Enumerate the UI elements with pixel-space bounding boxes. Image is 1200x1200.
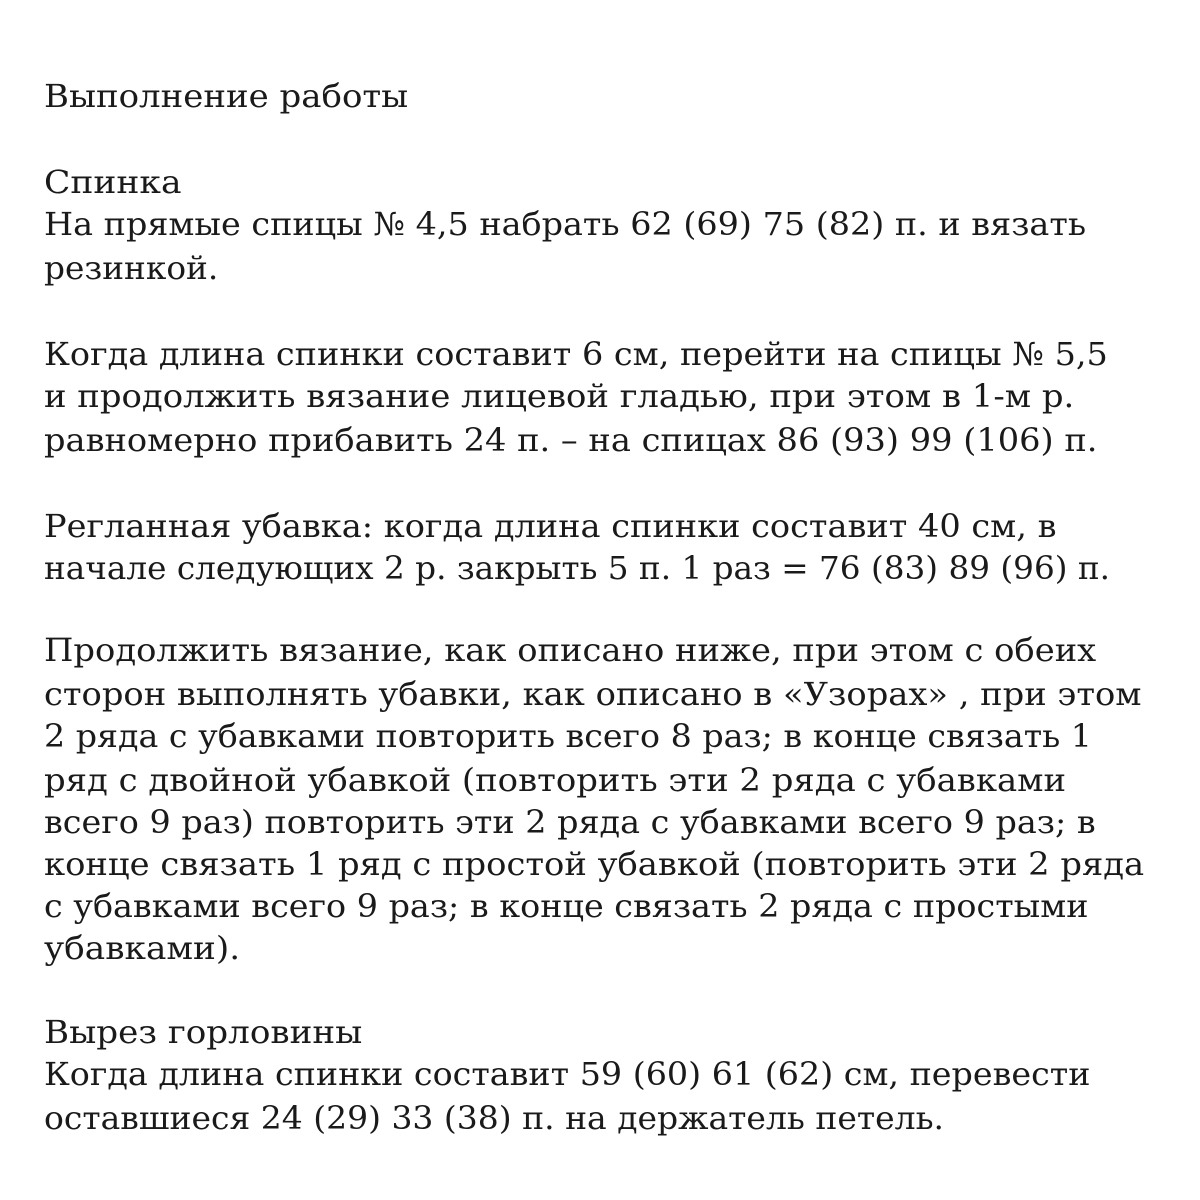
section-heading-back: Спинка xyxy=(44,163,182,201)
paragraph-line: ряд с двойной убавкой (повторить эти 2 ряда с убавками xyxy=(44,761,1067,799)
paragraph-line: 2 ряда с убавками повторить всего 8 раз; в конце связать 1 xyxy=(44,717,1092,755)
paragraph-line: Когда длина спинки составит 59 (60) 61 (62) см, перевести xyxy=(44,1055,1091,1093)
paragraph-line: с убавками всего 9 раз; в конце связать 2 ряда с простыми xyxy=(44,887,1089,925)
paragraph-line: убавками). xyxy=(44,929,241,967)
paragraph-line: конце связать 1 ряд с простой убавкой (повторить эти 2 ряда xyxy=(44,845,1145,883)
paragraph-line: Когда длина спинки составит 6 см, перейти на спицы № 5,5 xyxy=(44,335,1108,373)
paragraph-line: начале следующих 2 р. закрыть 5 п. 1 раз = 76 (83) 89 (96) п. xyxy=(44,549,1111,587)
paragraph-line: резинкой. xyxy=(44,249,219,287)
paragraph-line: равномерно прибавить 24 п. – на спицах 86 (93) 99 (106) п. xyxy=(44,421,1098,459)
paragraph-line: Регланная убавка: когда длина спинки составит 40 см, в xyxy=(44,507,1057,545)
document-title: Выполнение работы xyxy=(44,77,409,115)
section-heading-neckline: Вырез горловины xyxy=(44,1013,363,1051)
paragraph-line: и продолжить вязание лицевой гладью, при этом в 1-м р. xyxy=(44,377,1075,415)
paragraph-line: оставшиеся 24 (29) 33 (38) п. на держатель петель. xyxy=(44,1099,945,1137)
paragraph-line: сторон выполнять убавки, как описано в «Узорах» , при этом xyxy=(44,675,1142,713)
paragraph-line: Продолжить вязание, как описано ниже, при этом с обеих xyxy=(44,631,1097,669)
paragraph-line: На прямые спицы № 4,5 набрать 62 (69) 75 (82) п. и вязать xyxy=(44,205,1087,243)
paragraph-line: всего 9 раз) повторить эти 2 ряда с убавками всего 9 раз; в xyxy=(44,803,1096,841)
